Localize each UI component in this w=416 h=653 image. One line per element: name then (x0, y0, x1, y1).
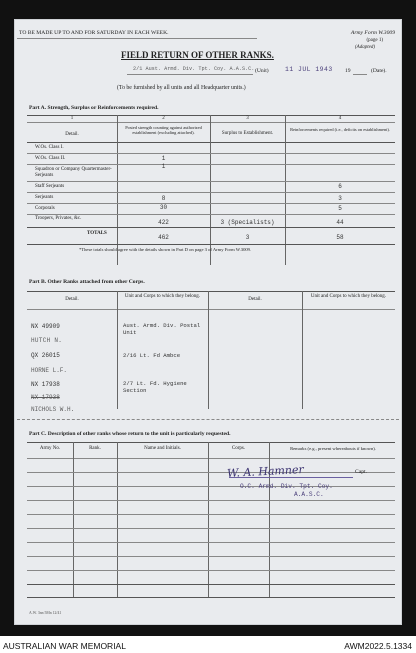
attached-detail: NICHOLS W.H. (31, 406, 75, 413)
signature-underline (229, 477, 353, 478)
row-posted: 8 (161, 195, 166, 202)
part-c-row-rule (27, 570, 395, 571)
row-detail: Staff Serjeants (35, 184, 65, 189)
attached-detail: NX 17938 (31, 381, 60, 388)
row-detail: Serjeants (35, 195, 54, 200)
part-c-head-remarks: Remarks (e.g., present whereabouts if known). (290, 446, 376, 451)
part-c-top-rule (27, 442, 395, 443)
header-top-left: TO BE MADE UP TO AND FOR SATURDAY IN EACH WEEK. (19, 30, 169, 36)
row-posted: 1 (161, 155, 166, 162)
part-a-number-rule (27, 122, 395, 123)
part-b-head-detail-2: Detail. (248, 297, 262, 302)
page-number: (page 1) (366, 38, 383, 43)
attached-unit: 2/16 Lt. Fd Ambce (123, 352, 181, 359)
row-detail: W.Os. Class II. (35, 156, 66, 161)
part-c-col-line-3 (208, 442, 209, 597)
totals-row (27, 227, 395, 244)
col-head-reinforcements: Reinforcements required (i.e., deficits on establishment). (290, 127, 390, 132)
part-c-separator (17, 419, 399, 420)
unit-typed: 2/1 Aust. Armd. Div. Tpt. Coy. A.A.S.C. (133, 66, 255, 72)
attached-detail: NX-17938 (31, 394, 60, 401)
part-b-col-line-2 (208, 291, 209, 409)
row-detail: Troopers, Privates, &c. (35, 216, 82, 221)
table-row (27, 181, 395, 192)
row-detail: Corporals (35, 206, 55, 211)
part-c-row-rule (27, 528, 395, 529)
date-label: (Date). (371, 68, 387, 74)
row-detail: W.Os. Class I. (35, 145, 64, 150)
furnished-note: (To be furnished by all units and all Headquarter units.) (117, 85, 246, 91)
attached-detail: NX 49909 (31, 323, 60, 330)
totals-note: *These totals should agree with the details shown in Part D on page 3 of Army Form W.3009. (79, 247, 252, 252)
part-c-col-line-2 (117, 442, 118, 597)
part-c-row-rule (27, 486, 395, 487)
row-surplus: 3 (Specialists) (220, 219, 275, 226)
year-underline (353, 74, 367, 75)
form-page (14, 19, 402, 625)
table-row (27, 153, 395, 164)
part-b-top-rule (27, 291, 395, 292)
part-c-row-rule (27, 542, 395, 543)
row-detail: Squadron or Company Quartermaster-Serjeants (35, 167, 112, 178)
totals-label: TOTALS (87, 231, 107, 236)
attached-detail: HORNE L.F. (31, 367, 68, 374)
signatory-rank: Capt. (355, 469, 367, 475)
part-b-col-line-1 (117, 291, 118, 409)
part-c-head-army-no: Army No. (39, 446, 61, 451)
unit-label: (Unit) (255, 68, 269, 74)
oc-stamp-line-1: O.C. Armd. Div. Tpt. Coy. (240, 483, 333, 490)
header-rule (17, 38, 257, 39)
archive-footer (0, 636, 416, 653)
totals-surplus: 3 (245, 234, 250, 241)
col-number-3: 3 (246, 116, 249, 121)
row-posted: 422 (158, 219, 169, 226)
col-number-4: 4 (338, 116, 342, 121)
part-a-heading: Part A. Strength, Surplus or Reinforcements required. (29, 105, 159, 111)
part-b-head-detail-1: Detail. (65, 297, 79, 302)
col-head-posted: Posted strength counting against authorized establishment (excluding attached). (125, 125, 202, 135)
table-row (27, 192, 395, 203)
col-head-detail: Detail. (65, 132, 79, 137)
part-c-head-corps: Corps. (231, 446, 246, 451)
part-b-head-unit-2: Unit and Corps to which they belong. (310, 294, 387, 299)
part-c-head-name: Name and Initials. (144, 446, 181, 451)
year-prefix: 19 (345, 68, 351, 74)
attached-unit: Aust. Armd. Div. Postal Unit (123, 322, 201, 336)
row-reinforcements: 44 (336, 219, 344, 226)
part-c-row-rule (27, 556, 395, 557)
part-c-row-rule (27, 514, 395, 515)
part-c-col-line-1 (73, 442, 74, 597)
row-posted: 1 (161, 163, 166, 170)
col-number-2: 2 (162, 116, 165, 121)
attached-detail: HUTCH N. (31, 337, 63, 344)
totals-posted: 462 (158, 234, 169, 241)
adapted-note: (Adapted) (355, 45, 375, 50)
part-c-row-rule (27, 500, 395, 501)
col-head-surplus: Surplus to Establishment. (221, 131, 274, 136)
form-number: Army Form W.3009 (350, 30, 395, 36)
table-row (27, 203, 395, 214)
unit-underline (127, 74, 253, 75)
table-row (27, 142, 395, 153)
part-b-head-rule (27, 309, 395, 310)
col-number-1: 1 (70, 116, 74, 121)
table-row (27, 164, 395, 181)
part-c-heading: Part C. Description of other ranks whose return to the unit is particularly requested. (29, 431, 231, 437)
part-c-head-rank: Rank. (89, 446, 101, 451)
accession-number: AWM2022.5.1334 (344, 641, 412, 651)
part-b-heading: Part B. Other Ranks attached from other Corps. (29, 279, 145, 285)
print-code: A.W. 3nn 5Mn 12/41 (29, 611, 62, 615)
table-row (27, 214, 395, 227)
row-reinforcements: 6 (338, 183, 342, 190)
date-stamp: 11 JUL 1943 (285, 66, 333, 73)
part-c-row-rule (27, 584, 395, 585)
totals-bottom-rule (27, 244, 395, 245)
archive-name: AUSTRALIAN WAR MEMORIAL (3, 641, 126, 651)
part-c-head-rule (27, 458, 395, 459)
oc-stamp-line-2: A.A.S.C. (294, 491, 324, 498)
attached-unit: 2/7 Lt. Fd. Hygiene Section (123, 380, 187, 394)
part-c-bottom-rule (27, 597, 395, 598)
totals-reinforcements: 58 (336, 234, 344, 241)
row-reinforcements: 5 (338, 205, 342, 212)
part-b-col-line-3 (302, 291, 303, 409)
row-reinforcements: 3 (338, 195, 342, 202)
attached-detail: QX 26015 (31, 352, 60, 359)
part-b-head-unit-1: Unit and Corps to which they belong. (124, 294, 201, 299)
signature: W. A. Hamner (226, 463, 305, 480)
form-title: FIELD RETURN OF OTHER RANKS. (121, 50, 274, 60)
part-c-row-rule (27, 472, 395, 473)
row-posted: 30 (159, 204, 168, 211)
